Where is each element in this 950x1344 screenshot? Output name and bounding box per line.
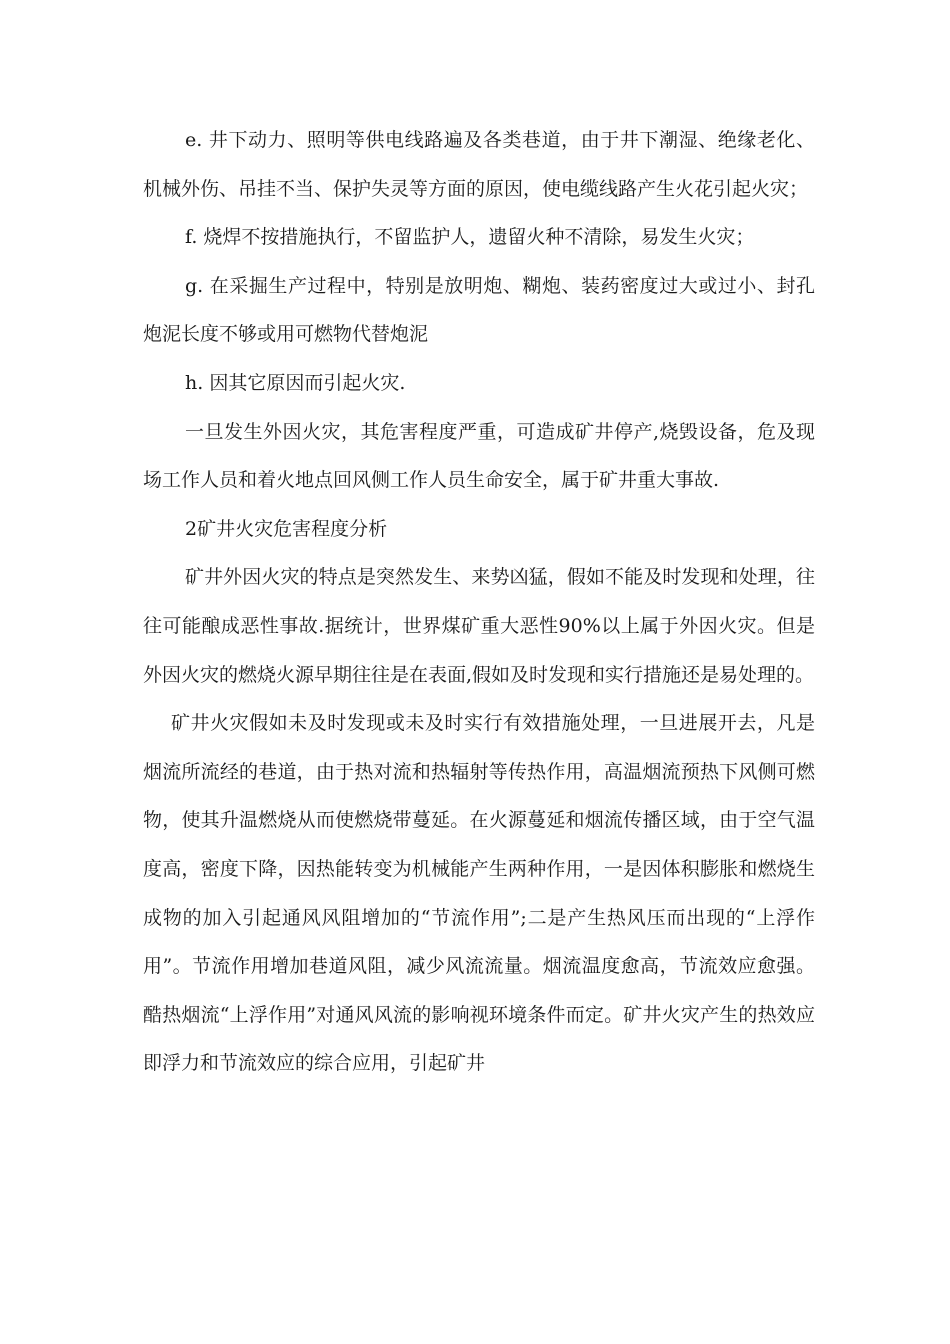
- paragraph-g-blasting: g. 在采掘生产过程中，特别是放明炮、糊炮、装药密度过大或过小、封孔炮泥长度不够或用可燃物代替炮泥: [143, 274, 815, 346]
- paragraph-f-welding: f. 烧焊不按措施执行，不留监护人，遗留火种不清除，易发生火灾；: [185, 226, 755, 249]
- section-heading: 2矿井火灾危害程度分析: [185, 517, 388, 540]
- paragraph-consequences: 一旦发生外因火灾，其危害程度严重，可造成矿井停产,烧毁设备，危及现场工作人员和着火地点回风侧工作人员生命安全，属于矿井重大事故.: [143, 420, 815, 492]
- paragraph-characteristics: 矿井外因火灾的特点是突然发生、来势凶猛，假如不能及时发现和处理，往往可能酿成恶性事故.据统计，世界煤矿重大恶性90%以上属于外因火灾。但是外因火灾的燃烧火源早期往往是在表面,假如及时发现和实行措施还是易处理的。: [143, 566, 815, 686]
- paragraph-h-other: h. 因其它原因而引起火灾.: [185, 371, 406, 394]
- document-body: [143, 116, 815, 1088]
- paragraph-spread-effects: 矿井火灾假如未及时发现或未及时实行有效措施处理，一旦进展开去，凡是烟流所流经的巷道，由于热对流和热辐射等传热作用，高温烟流预热下风侧可燃物，使其升温燃烧从而使燃烧带蔓延。在火源蔓延和烟流传播区域，由于空气温度高，密度下降，因热能转变为机械能产生两种作用，一是因体积膨胀和燃烧生成物的加入引起通风风阻增加的“节流作用”;二是产生热风压而出现的“上浮作用”。节流作用增加巷道风阻，减少风流流量。烟流温度愈高，节流效应愈强。酷热烟流“上浮作用”对通风风流的影响视环境条件而定。矿井火灾产生的热效应即浮力和节流效应的综合应用，引起矿井: [143, 712, 815, 1075]
- paragraph-e-electrical-causes: e. 井下动力、照明等供电线路遍及各类巷道，由于井下潮湿、绝缘老化、机械外伤、吊挂不当、保护失灵等方面的原因，使电缆线路产生火花引起火灾；: [143, 129, 815, 200]
